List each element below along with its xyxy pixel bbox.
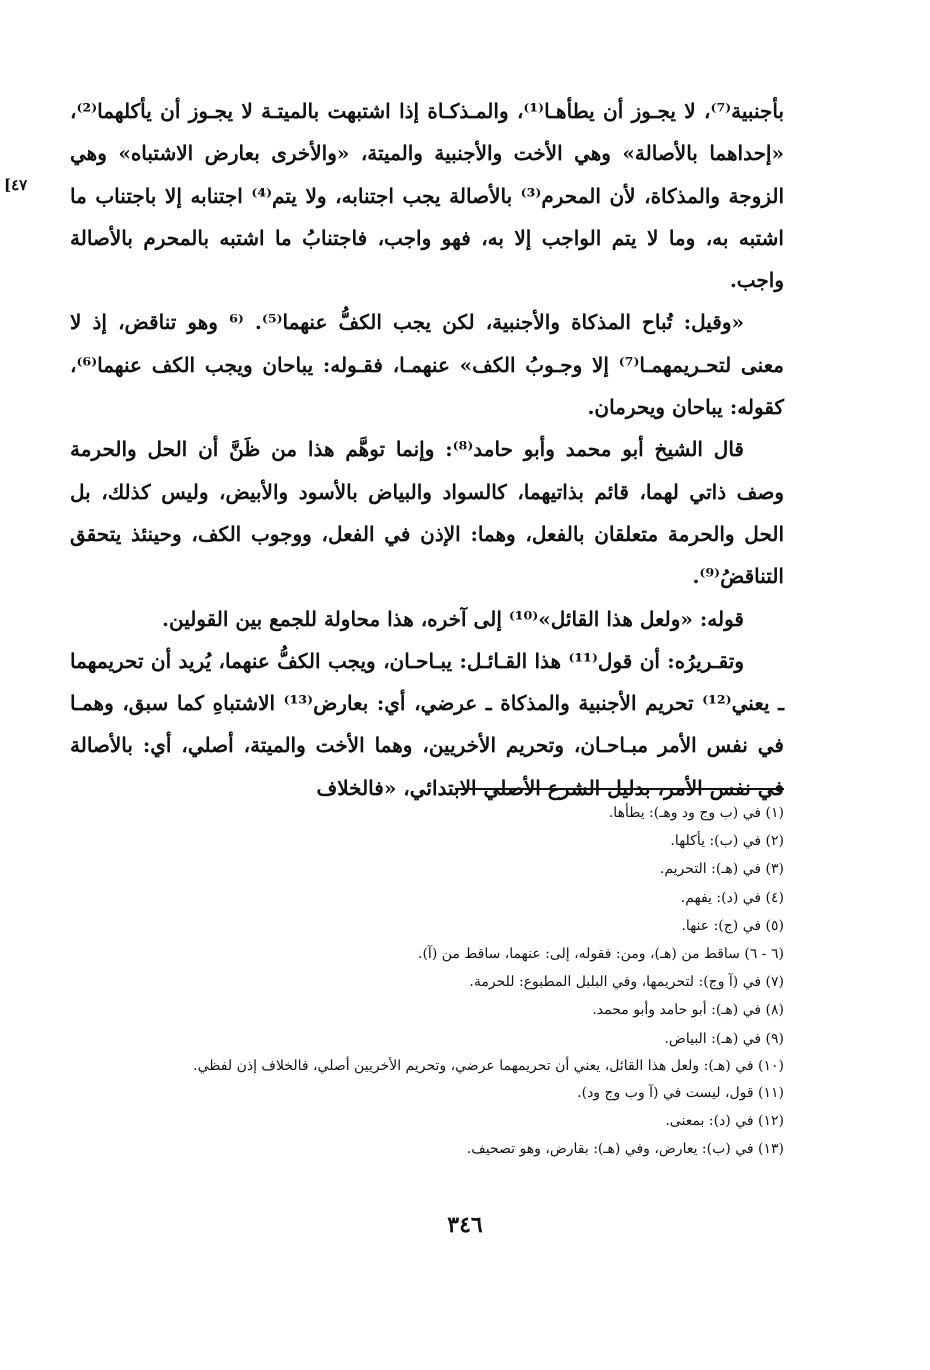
footnote-11: (١١) قول، ليست في (آ وب وج ود). — [577, 1084, 784, 1101]
footnote-9: (٩) في (هـ): البياض. — [664, 1030, 784, 1047]
footnote-7: (٧) في (آ وج): لتحريمها، وفي البلبل المطبوع: للحرمة. — [469, 974, 784, 991]
footnote-5: (٥) في (ج): عنها. — [681, 917, 784, 934]
page-number: ٣٤٦ — [447, 1212, 483, 1238]
footnote-6: (٦ - ٦) ساقط من (هـ)، ومن: فقوله، إلى: عنهما، ساقط من (آ). — [418, 946, 784, 963]
footnote-3: (٣) في (هـ): التحريم. — [659, 861, 784, 878]
footnote-8: (٨) في (هـ): أبو حامد وأبو محمد. — [592, 1002, 784, 1019]
footnote-divider — [455, 788, 784, 790]
paragraph-3: قال الشيخ أبو محمد وأبو حامد⁽⁸⁾: وإنما توهَّم هذا من ظَنَّ أن الحل والحرمة وصف ذاتي لهما، قائم بذاتيهما، كالسواد والبياض بالأسود والأبيض، وليس كذلك، بل الحل والحرمة متعلقان بالفعل، وهما: الإذن في الفعل، ووجوب الكف، وحينئذ يتحقق التناقضُ⁽⁹⁾. — [70, 437, 784, 589]
paragraph-5: وتقـريرُه: أن قول⁽¹¹⁾ هذا القـائـل: يبـاحـان، ويجب الكفُّ عنهما، يُريد أن تحريمهما ـ يعني⁽¹²⁾ تحريم الأجنبية والمذكاة ـ عرضي، أي: بعارض⁽¹³⁾ الاشتباهِ كما سبق، وهمـا في نفس الأمر مبـاحـان، وتحريم الأخريين، وهما الأخت والميتة، أصلي، أي: بالأصالة في نفس الأمر، بدليل الشرع الأصلي الابتدائي، «فالخلاف — [70, 648, 785, 800]
paragraph-4: قوله: «ولعل هذا القائل»⁽¹⁰⁾ إلى آخره، هذا محاولة للجمع بين القولين. — [162, 606, 744, 631]
footnote-13: (١٣) في (ب): يعارض، وفي (هـ): بقارض، وهو تصحيف. — [466, 1141, 784, 1158]
footnote-1: (١) في (ب وج ود وهـ): يطأها. — [608, 805, 784, 821]
paragraph-2: «وقيل: تُباح المذكاة والأجنبية، لكن يجب الكفُّ عنهما⁽⁵⁾. ⁽⁶ وهو تناقض، إذ لا معنى لتحـريمهمـا⁽⁷⁾ إلا وجـوبُ الكف» عنهمـا، فقـوله: يباحان ويجب الكف عنهما⁽⁶⁾، كقوله: يباحان ويحرمان. — [70, 310, 784, 420]
footnote-2: (٢) في (ب): يأكلها. — [670, 833, 784, 850]
main-text — [70, 90, 784, 809]
margin-reference: [٤٧ — [4, 176, 28, 194]
footnotes — [70, 799, 784, 1163]
footnote-10: (١٠) في (هـ): ولعل هذا القائل، يعني أن تحريمهما عرضي، وتحريم الأخريين أصلي، فالخلاف إذن لفظي. — [193, 1057, 784, 1074]
footnote-4: (٤) في (د): يفهم. — [680, 889, 784, 906]
footnote-12: (١٢) في (د): بمعنى. — [665, 1113, 784, 1130]
paragraph-1: بأجنبية⁽⁷⁾، لا يجـوز أن يطأهـا⁽¹⁾، والمـذكـاة إذا اشتبهت بالميتـة لا يجـوز أن يأكلهما⁽²⁾، «إحداهما بالأصالة» وهي الأخت والأجنبية والميتة، «والأخرى بعارض الاشتباه» وهي الزوجة والمذكاة، لأن المحرم⁽³⁾ بالأصالة يجب اجتنابه، ولا يتم⁽⁴⁾ اجتنابه إلا باجتناب ما اشتبه به، وما لا يتم الواجب إلا به، فهو واجب، فاجتنابُ ما اشتبه بالمحرم بالأصالة واجب. — [70, 99, 785, 293]
